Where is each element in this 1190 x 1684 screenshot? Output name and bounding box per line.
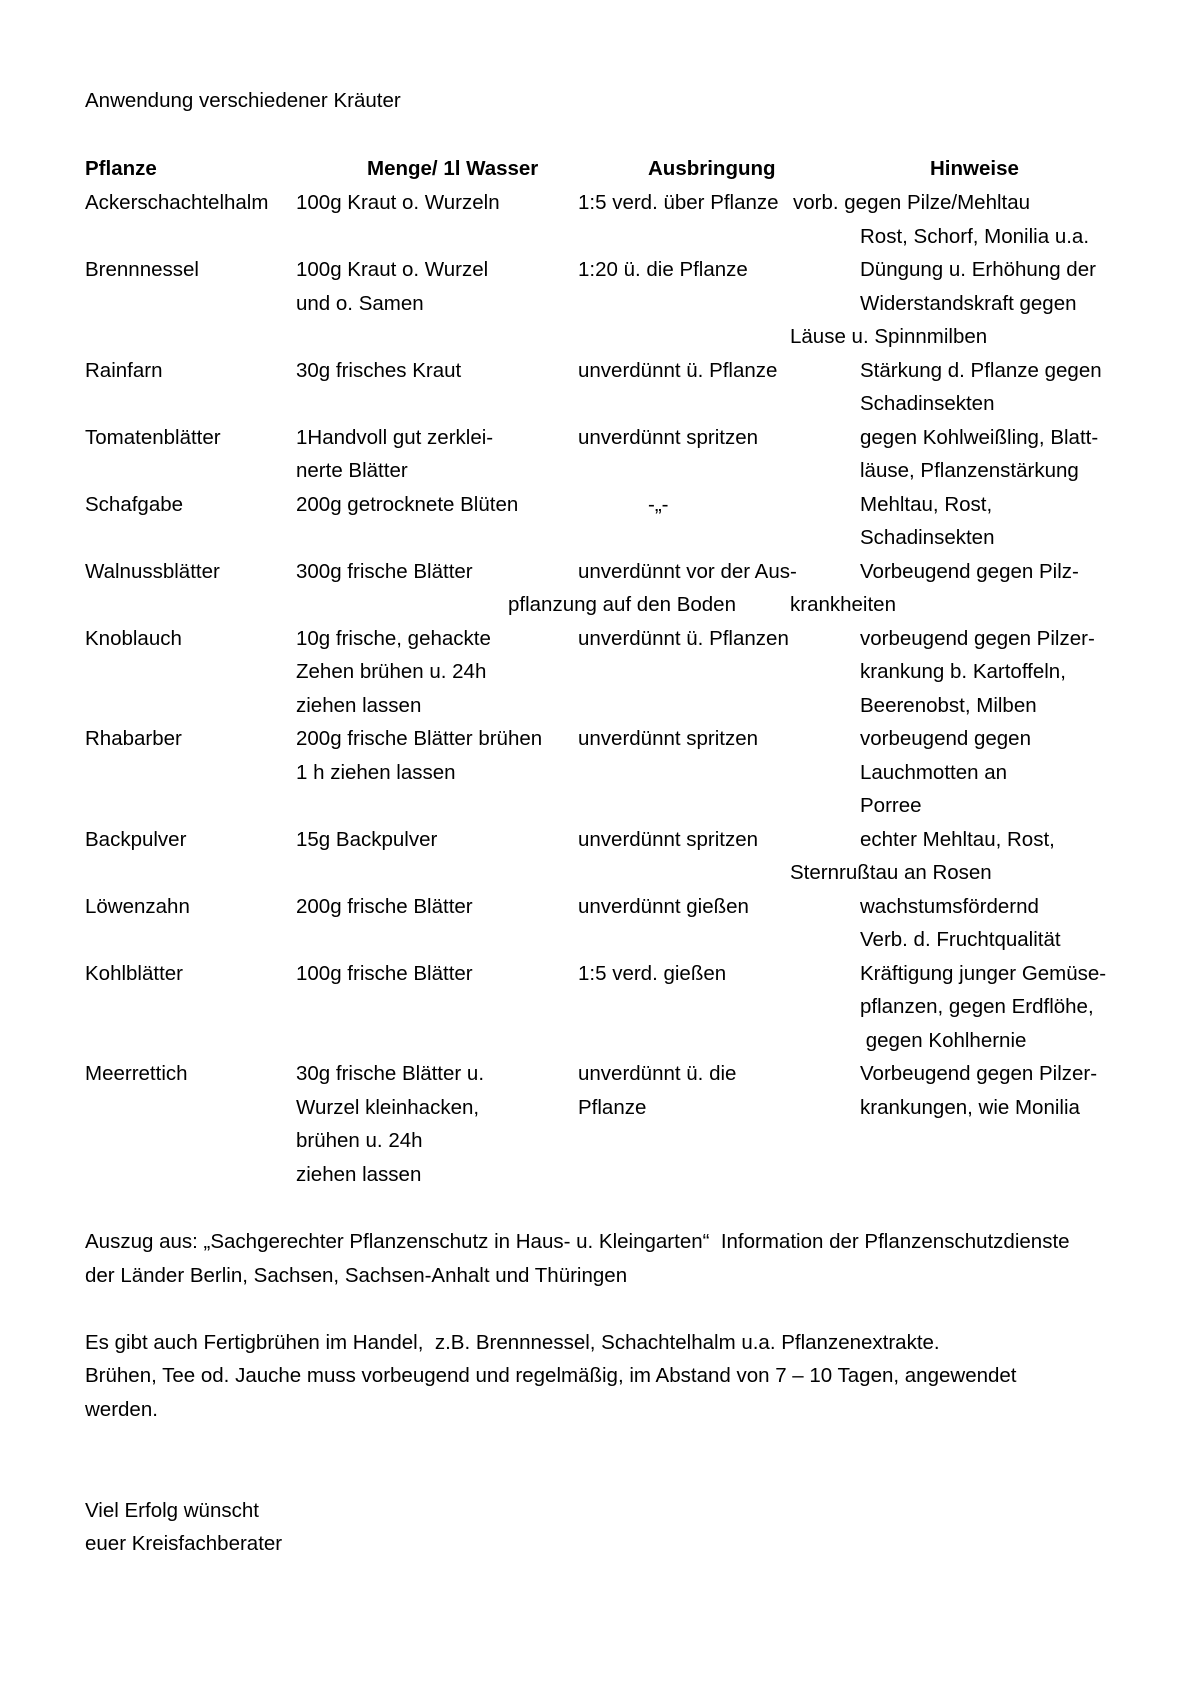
plant-name: Backpulver <box>85 828 187 851</box>
plant-name: Tomatenblätter <box>85 426 221 449</box>
notes-text: krankungen, wie Monilia <box>860 1096 1080 1119</box>
amount-text: ziehen lassen <box>296 694 422 717</box>
amount-text: 30g frische Blätter u. <box>296 1062 485 1085</box>
notes-text: Läuse u. Spinnmilben <box>790 325 988 348</box>
notes-text: Schadinsekten <box>860 526 995 549</box>
plant-name: Kohlblätter <box>85 962 184 985</box>
amount-text: 30g frisches Kraut <box>296 359 462 382</box>
plant-name: Walnussblätter <box>85 560 220 583</box>
notes-text: Rost, Schorf, Monilia u.a. <box>860 225 1090 248</box>
plant-name: Löwenzahn <box>85 895 190 918</box>
notes-text: pflanzen, gegen Erdflöhe, <box>860 995 1094 1018</box>
application-text: unverdünnt ü. Pflanze <box>578 359 778 382</box>
application-text: unverdünnt ü. Pflanzen <box>578 627 789 650</box>
source-citation: der Länder Berlin, Sachsen, Sachsen-Anhalt und Thüringen <box>85 1264 628 1287</box>
application-text: pflanzung auf den Boden <box>508 593 736 616</box>
notes-text: Lauchmotten an <box>860 761 1008 784</box>
notes-text: Vorbeugend gegen Pilz- <box>860 560 1079 583</box>
application-text: unverdünnt ü. die <box>578 1062 737 1085</box>
amount-text: 1Handvoll gut zerklei- <box>296 426 494 449</box>
application-text: -„- <box>648 493 669 516</box>
plant-name: Meerrettich <box>85 1062 188 1085</box>
source-citation: Auszug aus: „Sachgerechter Pflanzenschutz in Haus- u. Kleingarten“ Information der Pflanzenschutzdienste <box>85 1230 1070 1253</box>
notes-text: vorb. gegen Pilze/Mehltau <box>793 191 1031 214</box>
amount-text: 200g frische Blätter <box>296 895 473 918</box>
amount-text: 1 h ziehen lassen <box>296 761 456 784</box>
application-text: 1:20 ü. die Pflanze <box>578 258 748 281</box>
amount-text: 100g Kraut o. Wurzel <box>296 258 489 281</box>
amount-text: 100g Kraut o. Wurzeln <box>296 191 500 214</box>
amount-text: ziehen lassen <box>296 1163 422 1186</box>
header-ausbringung: Ausbringung <box>648 157 776 180</box>
notes-text: Mehltau, Rost, <box>860 493 993 516</box>
header-hinweise: Hinweise <box>930 157 1019 180</box>
notes-text: vorbeugend gegen Pilzer- <box>860 627 1095 650</box>
notes-text: Sternrußtau an Rosen <box>790 861 992 884</box>
amount-text: 15g Backpulver <box>296 828 438 851</box>
plant-name: Knoblauch <box>85 627 182 650</box>
notes-text: Stärkung d. Pflanze gegen <box>860 359 1102 382</box>
info-paragraph: Es gibt auch Fertigbrühen im Handel, z.B. Brennnessel, Schachtelhalm u.a. Pflanzenextrakte. <box>85 1331 940 1354</box>
plant-name: Ackerschachtelhalm <box>85 191 269 214</box>
notes-text: Widerstandskraft gegen <box>860 292 1077 315</box>
application-text: 1:5 verd. gießen <box>578 962 727 985</box>
amount-text: 200g frische Blätter brühen <box>296 727 543 750</box>
notes-text: Beerenobst, Milben <box>860 694 1037 717</box>
notes-text: Kräftigung junger Gemüse- <box>860 962 1107 985</box>
notes-text: krankung b. Kartoffeln, <box>860 660 1066 683</box>
page-title: Anwendung verschiedener Kräuter <box>85 89 401 112</box>
amount-text: 10g frische, gehackte <box>296 627 491 650</box>
application-text: Pflanze <box>578 1096 647 1119</box>
plant-name: Brennnessel <box>85 258 199 281</box>
info-paragraph: Brühen, Tee od. Jauche muss vorbeugend und regelmäßig, im Abstand von 7 – 10 Tagen, angewendet <box>85 1364 1017 1387</box>
amount-text: Zehen brühen u. 24h <box>296 660 487 683</box>
amount-text: und o. Samen <box>296 292 424 315</box>
notes-text: Porree <box>860 794 922 817</box>
application-text: unverdünnt vor der Aus- <box>578 560 797 583</box>
info-paragraph: werden. <box>85 1398 158 1421</box>
header-menge: Menge/ 1l Wasser <box>367 157 539 180</box>
closing-greeting: Viel Erfolg wünscht <box>85 1499 259 1522</box>
notes-text: Verb. d. Fruchtqualität <box>860 928 1061 951</box>
header-pflanze: Pflanze <box>85 157 157 180</box>
amount-text: 300g frische Blätter <box>296 560 473 583</box>
plant-name: Rhabarber <box>85 727 182 750</box>
notes-text: gegen Kohlweißling, Blatt- <box>860 426 1099 449</box>
application-text: 1:5 verd. über Pflanze <box>578 191 779 214</box>
amount-text: 100g frische Blätter <box>296 962 473 985</box>
notes-text: Schadinsekten <box>860 392 995 415</box>
notes-text: Vorbeugend gegen Pilzer- <box>860 1062 1098 1085</box>
application-text: unverdünnt gießen <box>578 895 749 918</box>
amount-text: nerte Blätter <box>296 459 408 482</box>
notes-text: echter Mehltau, Rost, <box>860 828 1055 851</box>
notes-text: gegen Kohlhernie <box>860 1029 1027 1052</box>
closing-signature: euer Kreisfachberater <box>85 1532 283 1555</box>
amount-text: 200g getrocknete Blüten <box>296 493 519 516</box>
notes-text: krankheiten <box>790 593 896 616</box>
notes-text: läuse, Pflanzenstärkung <box>860 459 1079 482</box>
plant-name: Schafgabe <box>85 493 184 516</box>
plant-name: Rainfarn <box>85 359 163 382</box>
amount-text: Wurzel kleinhacken, <box>296 1096 480 1119</box>
application-text: unverdünnt spritzen <box>578 727 759 750</box>
amount-text: brühen u. 24h <box>296 1129 423 1152</box>
application-text: unverdünnt spritzen <box>578 828 759 851</box>
application-text: unverdünnt spritzen <box>578 426 759 449</box>
notes-text: wachstumsfördernd <box>860 895 1039 918</box>
notes-text: vorbeugend gegen <box>860 727 1031 750</box>
notes-text: Düngung u. Erhöhung der <box>860 258 1096 281</box>
